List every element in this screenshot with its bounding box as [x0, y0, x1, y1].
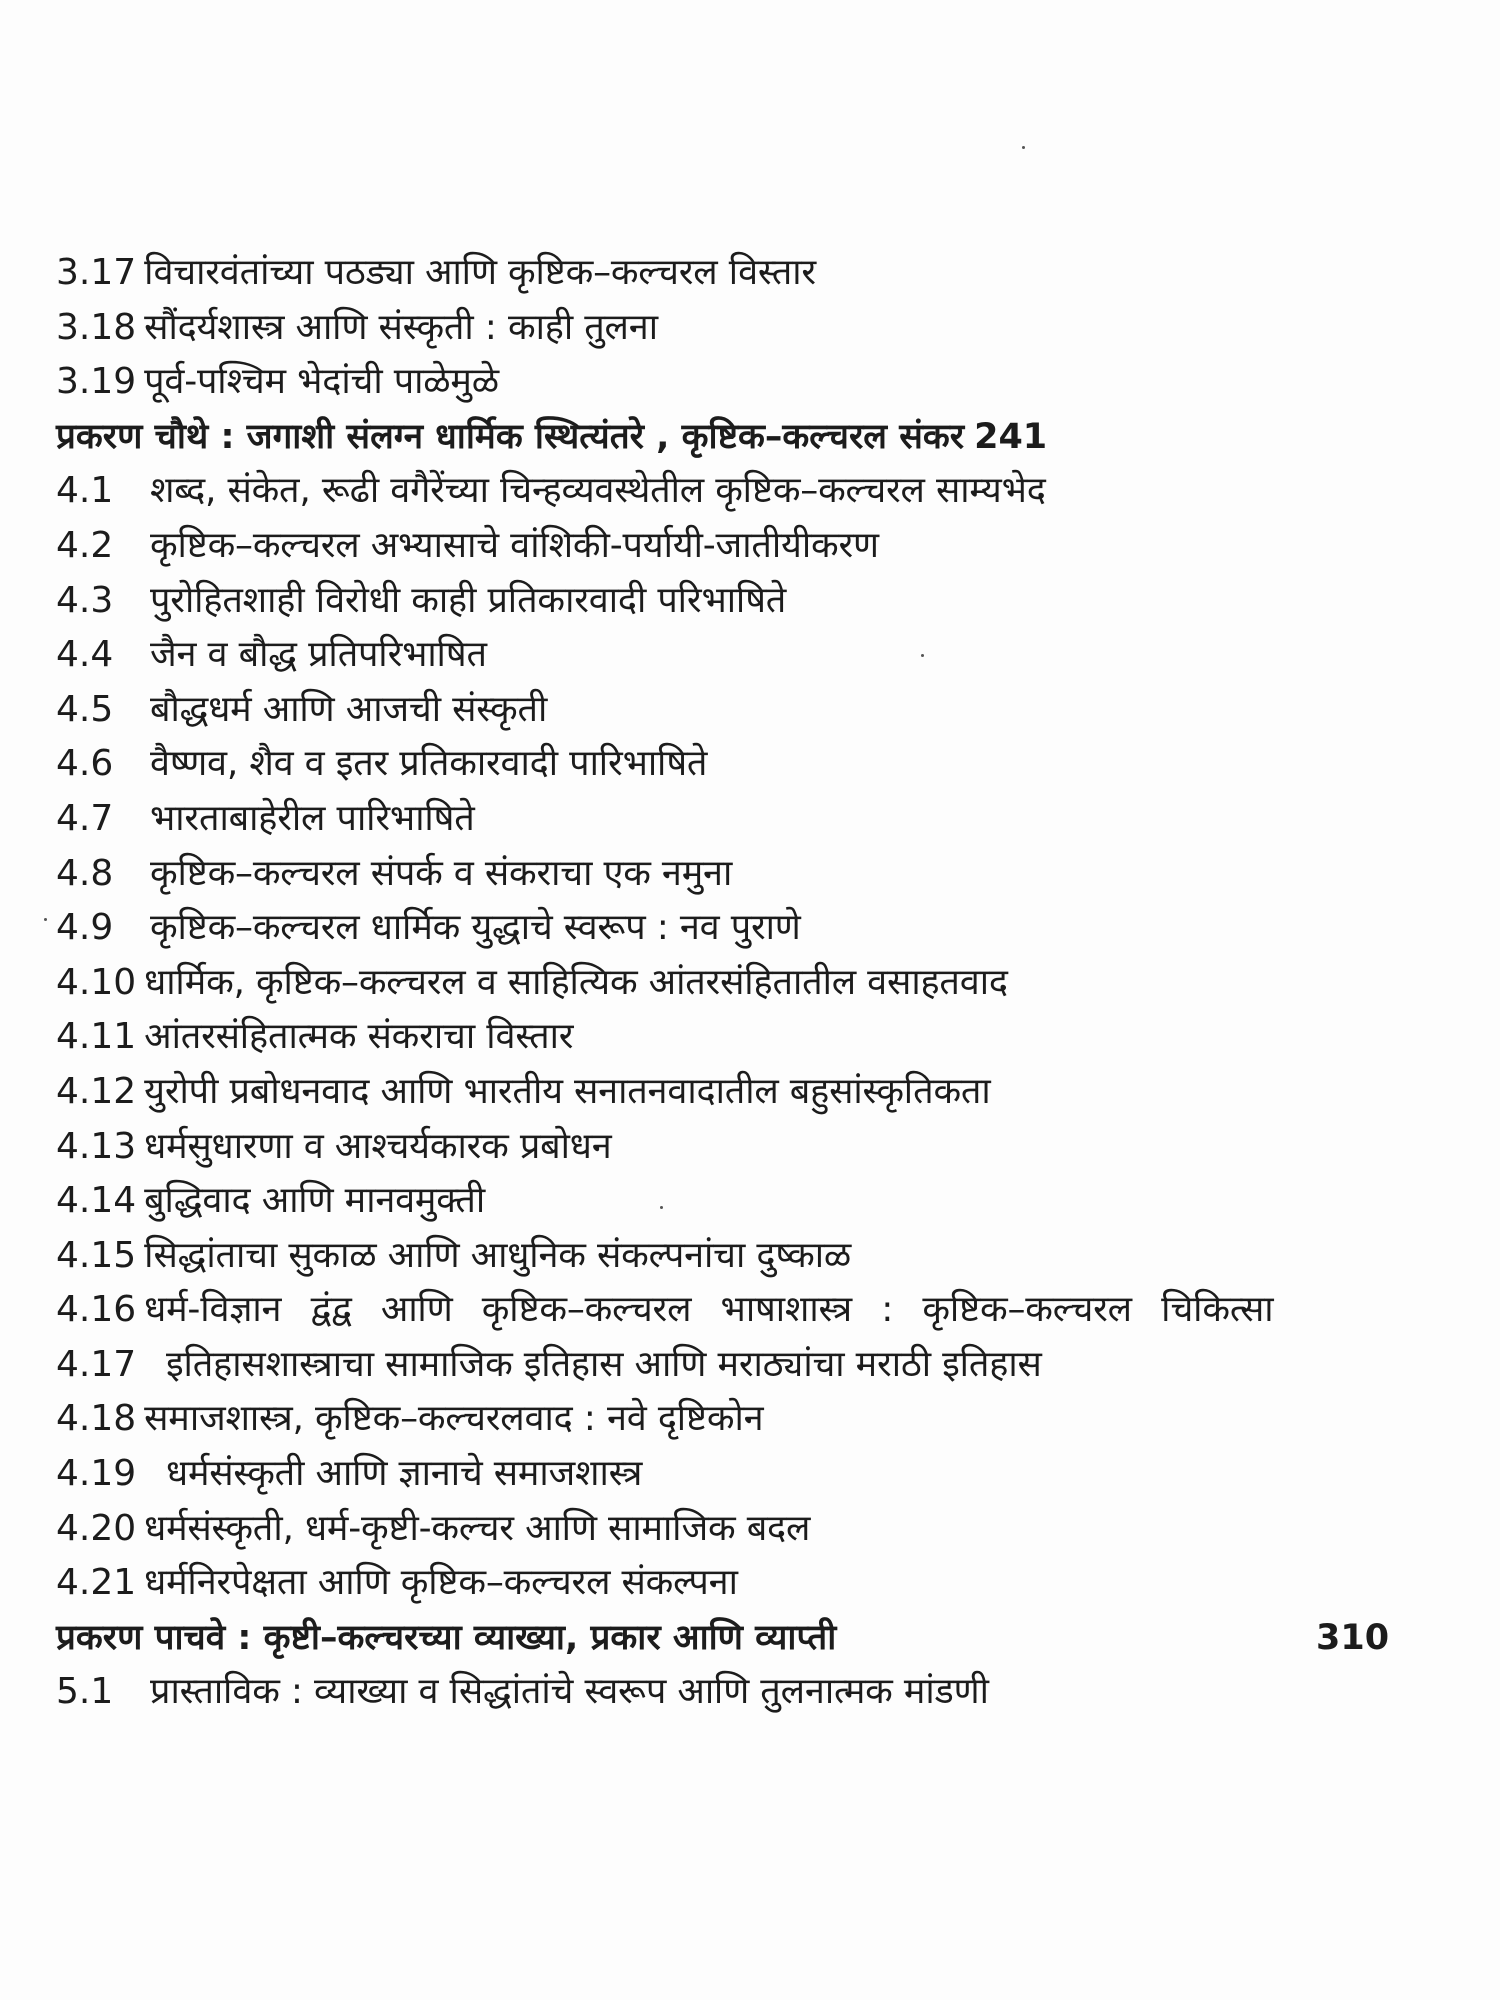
toc-entry-3-17 [56, 246, 1456, 301]
section-title: धार्मिक, कृष्टिक–कल्चरल व साहित्यिक आंतरसंहितातील वसाहतवाद [144, 961, 1008, 1003]
section-number: 4.4 [56, 634, 114, 676]
scan-speck [44, 918, 47, 921]
section-number: 4.3 [56, 579, 114, 621]
section-title: धर्मसंस्कृती आणि ज्ञानाचे समाजशास्त्र [166, 1453, 643, 1495]
toc-entry-4-18 [56, 1392, 1456, 1447]
toc-entry-4-6 [56, 737, 1456, 792]
chapter-heading-5 [56, 1611, 1456, 1666]
section-title: कृष्टिक–कल्चरल संपर्क व संकराचा एक नमुना [150, 852, 733, 894]
chapter-heading-4 [56, 410, 1456, 465]
chapter-title: प्रकरण पाचवे : कृष्टी–कल्चरच्या व्याख्या, प्रकार आणि व्याप्ती [56, 1617, 837, 1658]
toc-entry-5-1 [56, 1665, 1456, 1720]
section-number: 4.21 [56, 1562, 137, 1604]
section-title: बुद्धिवाद आणि मानवमुक्ती [144, 1180, 486, 1222]
section-number: 3.17 [56, 252, 137, 293]
section-title: युरोपी प्रबोधनवाद आणि भारतीय सनातनवादातील बहुसांस्कृतिकता [144, 1070, 991, 1112]
section-title: धर्मसंस्कृती, धर्म-कृष्टी-कल्चर आणि सामाजिक बदल [144, 1507, 811, 1549]
toc-entry-4-13 [56, 1120, 1456, 1175]
toc-entry-4-11 [56, 1010, 1456, 1065]
section-title: पूर्व-पश्चिम भेदांची पाळेमुळे [144, 361, 499, 403]
toc-entry-4-21 [56, 1556, 1456, 1611]
section-title: इतिहासशास्त्राचा सामाजिक इतिहास आणि मराठ्यांचा मराठी इतिहास [166, 1343, 1042, 1385]
chapter-page-number: 241 [974, 416, 1048, 457]
section-title: सिद्धांताचा सुकाळ आणि आधुनिक संकल्पनांचा दुष्काळ [144, 1234, 852, 1276]
section-number: 4.9 [56, 907, 114, 949]
toc-entry-4-19 [56, 1447, 1456, 1502]
section-title: पुरोहितशाही विरोधी काही प्रतिकारवादी परिभाषिते [150, 579, 787, 621]
section-number: 4.8 [56, 852, 114, 894]
section-number: 4.5 [56, 688, 114, 730]
section-title: कृष्टिक–कल्चरल अभ्यासाचे वांशिकी-पर्यायी-जातीयीकरण [150, 524, 879, 566]
section-number: 4.10 [56, 961, 137, 1003]
section-number: 4.14 [56, 1180, 137, 1222]
section-title: प्रास्ताविक : व्याख्या व सिद्धांतांचे स्वरूप आणि तुलनात्मक मांडणी [150, 1671, 989, 1713]
toc-entry-4-20 [56, 1502, 1456, 1557]
toc-entry-4-1 [56, 464, 1456, 519]
toc-entry-3-19 [56, 355, 1456, 410]
toc-entry-4-7 [56, 792, 1456, 847]
section-number: 4.6 [56, 743, 114, 785]
section-number: 4.11 [56, 1016, 137, 1058]
section-number: 4.20 [56, 1507, 137, 1549]
toc-entry-4-9 [56, 901, 1456, 956]
chapter-title: प्रकरण चौथे : जगाशी संलग्न धार्मिक स्थित्यंतरे , कृष्टिक–कल्चरल संकर [56, 416, 965, 457]
section-title: धर्म-विज्ञान द्वंद्व आणि कृष्टिक–कल्चरल भाषाशास्त्र : कृष्टिक–कल्चरल चिकित्सा [144, 1289, 1274, 1331]
toc-entry-4-14 [56, 1174, 1456, 1229]
section-number: 4.12 [56, 1070, 137, 1112]
section-title: विचारवंतांच्या पठड्या आणि कृष्टिक–कल्चरल विस्तार [144, 252, 816, 293]
table-of-contents [56, 246, 1456, 1720]
toc-entry-4-16 [56, 1283, 1456, 1338]
section-number: 4.2 [56, 524, 114, 566]
toc-entry-4-4 [56, 628, 1456, 683]
section-title: सौंदर्यशास्त्र आणि संस्कृती : काही तुलना [144, 306, 658, 348]
toc-entry-4-3 [56, 574, 1456, 629]
toc-entry-4-15 [56, 1229, 1456, 1284]
section-title: भारताबाहेरील पारिभाषिते [150, 797, 475, 839]
section-number: 5.1 [56, 1671, 114, 1713]
section-title: जैन व बौद्ध प्रतिपरिभाषित [150, 634, 487, 676]
section-number: 4.1 [56, 470, 114, 512]
section-title: आंतरसंहितात्मक संकराचा विस्तार [144, 1016, 574, 1058]
section-number: 4.17 [56, 1343, 137, 1385]
section-title: धर्मनिरपेक्षता आणि कृष्टिक–कल्चरल संकल्पना [144, 1562, 738, 1604]
section-title: वैष्णव, शैव व इतर प्रतिकारवादी पारिभाषिते [150, 743, 708, 785]
scan-speck [1022, 146, 1025, 149]
section-number: 3.19 [56, 361, 137, 403]
toc-entry-4-17 [56, 1338, 1456, 1393]
section-title: बौद्धधर्म आणि आजची संस्कृती [150, 688, 548, 730]
section-number: 4.18 [56, 1398, 137, 1440]
toc-entry-3-18 [56, 301, 1456, 356]
section-number: 4.15 [56, 1234, 137, 1276]
toc-entry-4-8 [56, 847, 1456, 902]
toc-entry-4-5 [56, 683, 1456, 738]
section-title: समाजशास्त्र, कृष्टिक–कल्चरलवाद : नवे दृष्टिकोन [144, 1398, 764, 1440]
section-number: 4.7 [56, 797, 114, 839]
section-number: 4.13 [56, 1125, 137, 1167]
section-title: धर्मसुधारणा व आश्चर्यकारक प्रबोधन [144, 1125, 612, 1167]
toc-entry-4-12 [56, 1065, 1456, 1120]
section-number: 4.16 [56, 1289, 137, 1331]
section-number: 4.19 [56, 1453, 137, 1495]
toc-entry-4-2 [56, 519, 1456, 574]
chapter-page-number: 310 [1316, 1617, 1390, 1658]
section-title: कृष्टिक–कल्चरल धार्मिक युद्धाचे स्वरूप : नव पुराणे [150, 907, 801, 949]
section-title: शब्द, संकेत, रूढी वगैरेंच्या चिन्हव्यवस्थेतील कृष्टिक–कल्चरल साम्यभेद [150, 470, 1046, 512]
toc-entry-4-10 [56, 956, 1456, 1011]
section-number: 3.18 [56, 306, 137, 348]
